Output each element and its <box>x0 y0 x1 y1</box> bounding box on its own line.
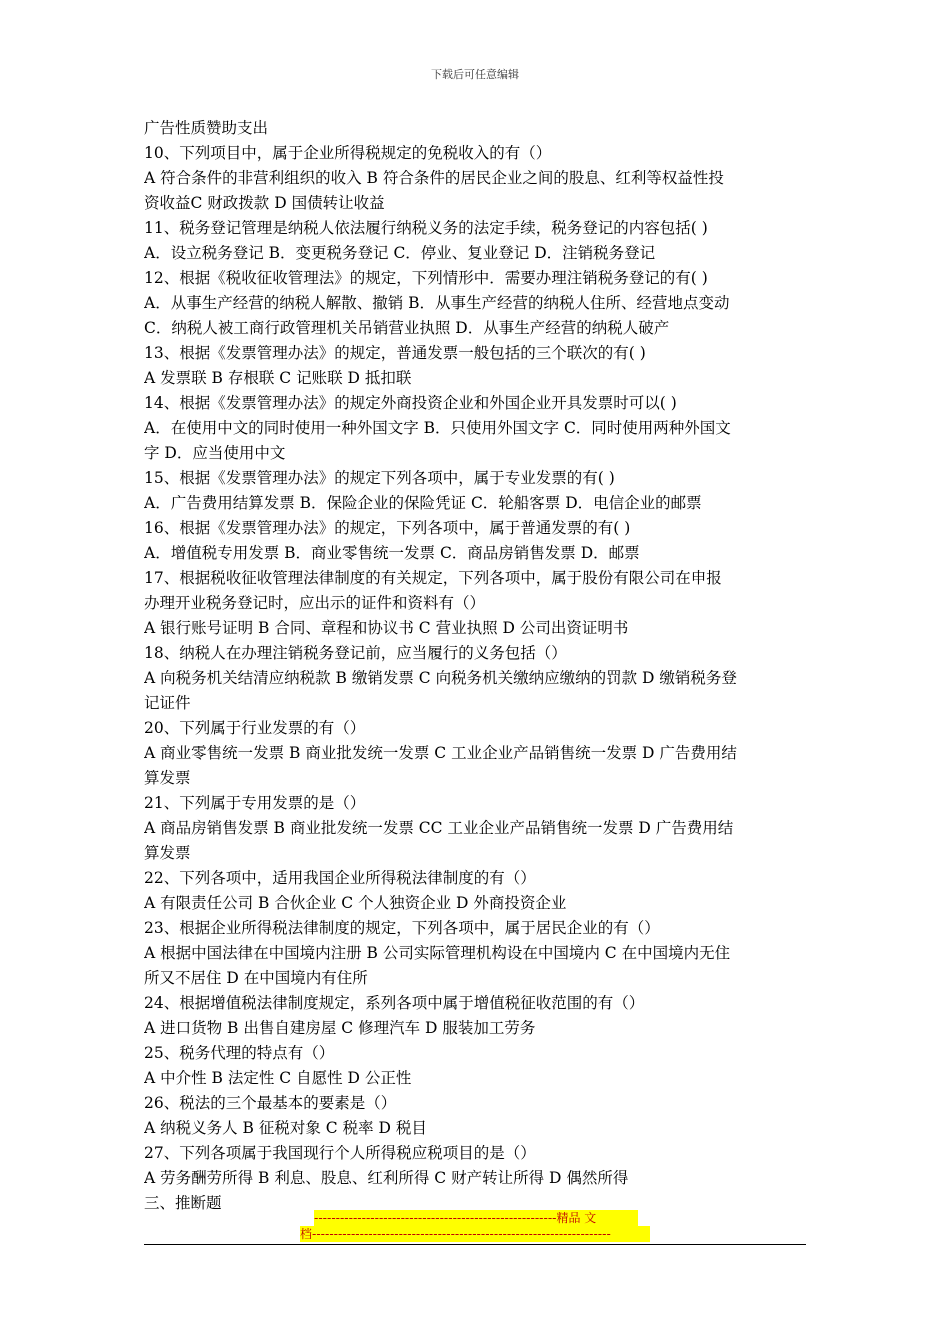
question-20: 20、下列属于行业发票的有（） <box>144 719 366 737</box>
question-24: 24、根据增值税法律制度规定，系列各项中属于增值税征收范围的有（） <box>144 994 645 1012</box>
text-line: 广告性质赞助支出 <box>144 119 269 137</box>
question-25: 25、税务代理的特点有（） <box>144 1044 335 1062</box>
page-header: 下载后可任意编辑 <box>431 68 519 81</box>
question-27: 27、下列各项属于我国现行个人所得税应税项目的是（） <box>144 1144 536 1162</box>
footer-line-2: 档--------------------------------------------------------------------- <box>300 1226 650 1242</box>
question-10: 10、下列项目中，属于企业所得税规定的免税收入的有（） <box>144 144 552 162</box>
options-23: A 根据中国法律在中国境内注册 B 公司实际管理机构设在中国境内 C 在中国境内无住 <box>144 944 731 962</box>
section-heading: 三、推断题 <box>144 1194 222 1212</box>
question-11: 11、税务登记管理是纳税人依法履行纳税义务的法定手续，税务登记的内容包括( ) <box>144 219 708 237</box>
question-14: 14、根据《发票管理办法》的规定外商投资企业和外国企业开具发票时可以( ) <box>144 394 677 412</box>
options-21-cont: 算发票 <box>144 844 191 862</box>
options-18: A 向税务机关结清应纳税款 B 缴销发票 C 向税务机关缴纳应缴纳的罚款 D 缴销税务登 <box>144 669 737 687</box>
question-26: 26、税法的三个最基本的要素是（） <box>144 1094 397 1112</box>
options-15: A．广告费用结算发票 B．保险企业的保险凭证 C．轮船客票 D．电信企业的邮票 <box>144 494 702 512</box>
question-21: 21、下列属于专用发票的是（） <box>144 794 366 812</box>
question-18: 18、纳税人在办理注销税务登记前，应当履行的义务包括（） <box>144 644 567 662</box>
options-17: A 银行账号证明 B 合同、章程和协议书 C 营业执照 D 公司出资证明书 <box>144 619 629 637</box>
options-18-cont: 记证件 <box>144 694 191 712</box>
question-17: 17、根据税收征收管理法律制度的有关规定，下列各项中，属于股份有限公司在申报 <box>144 569 722 587</box>
question-17-cont: 办理开业税务登记时，应出示的证件和资料有（） <box>144 594 486 612</box>
options-20-cont: 算发票 <box>144 769 191 787</box>
question-13: 13、根据《发票管理办法》的规定，普通发票一般包括的三个联次的有( ) <box>144 344 646 362</box>
footer-watermark <box>300 1210 652 1242</box>
options-12-cont: C．纳税人被工商行政管理机关吊销营业执照 D．从事生产经营的纳税人破产 <box>144 319 670 337</box>
footer-line-1: --------------------------------------------------------精品 文 <box>314 1210 638 1226</box>
options-26: A 纳税义务人 B 征税对象 C 税率 D 税目 <box>144 1119 427 1137</box>
document-body <box>144 116 810 1216</box>
question-23: 23、根据企业所得税法律制度的规定，下列各项中，属于居民企业的有（） <box>144 919 660 937</box>
options-25: A 中介性 B 法定性 C 自愿性 D 公正性 <box>144 1069 412 1087</box>
options-14: A．在使用中文的同时使用一种外国文字 B．只使用外国文字 C．同时使用两种外国文 <box>144 419 731 437</box>
options-21: A 商品房销售发票 B 商业批发统一发票 CC 工业企业产品销售统一发票 D 广告费用结 <box>144 819 734 837</box>
options-23-cont: 所又不居住 D 在中国境内有住所 <box>144 969 368 987</box>
options-14-cont: 字 D．应当使用中文 <box>144 444 286 462</box>
options-10: A 符合条件的非营利组织的收入 B 符合条件的居民企业之间的股息、红利等权益性投 <box>144 169 724 187</box>
options-16: A．增值税专用发票 B．商业零售统一发票 C．商品房销售发票 D．邮票 <box>144 544 640 562</box>
question-12: 12、根据《税收征收管理法》的规定，下列情形中．需要办理注销税务登记的有( ) <box>144 269 708 287</box>
options-24: A 进口货物 B 出售自建房屋 C 修理汽车 D 服装加工劳务 <box>144 1019 536 1037</box>
options-20: A 商业零售统一发票 B 商业批发统一发票 C 工业企业产品销售统一发票 D 广告费用结 <box>144 744 737 762</box>
options-13: A 发票联 B 存根联 C 记账联 D 抵扣联 <box>144 369 412 387</box>
options-27: A 劳务酬劳所得 B 利息、股息、红利所得 C 财产转让所得 D 偶然所得 <box>144 1169 629 1187</box>
question-22: 22、下列各项中，适用我国企业所得税法律制度的有（） <box>144 869 536 887</box>
options-11: A．设立税务登记 B．变更税务登记 C．停业、复业登记 D．注销税务登记 <box>144 244 656 262</box>
question-16: 16、根据《发票管理办法》的规定，下列各项中，属于普通发票的有( ) <box>144 519 631 537</box>
question-15: 15、根据《发票管理办法》的规定下列各项中，属于专业发票的有( ) <box>144 469 615 487</box>
options-12: A．从事生产经营的纳税人解散、撤销 B．从事生产经营的纳税人住所、经营地点变动 <box>144 294 730 312</box>
footer-divider <box>144 1244 806 1245</box>
options-10-cont: 资收益C 财政拨款 D 国债转让收益 <box>144 194 385 212</box>
options-22: A 有限责任公司 B 合伙企业 C 个人独资企业 D 外商投资企业 <box>144 894 567 912</box>
